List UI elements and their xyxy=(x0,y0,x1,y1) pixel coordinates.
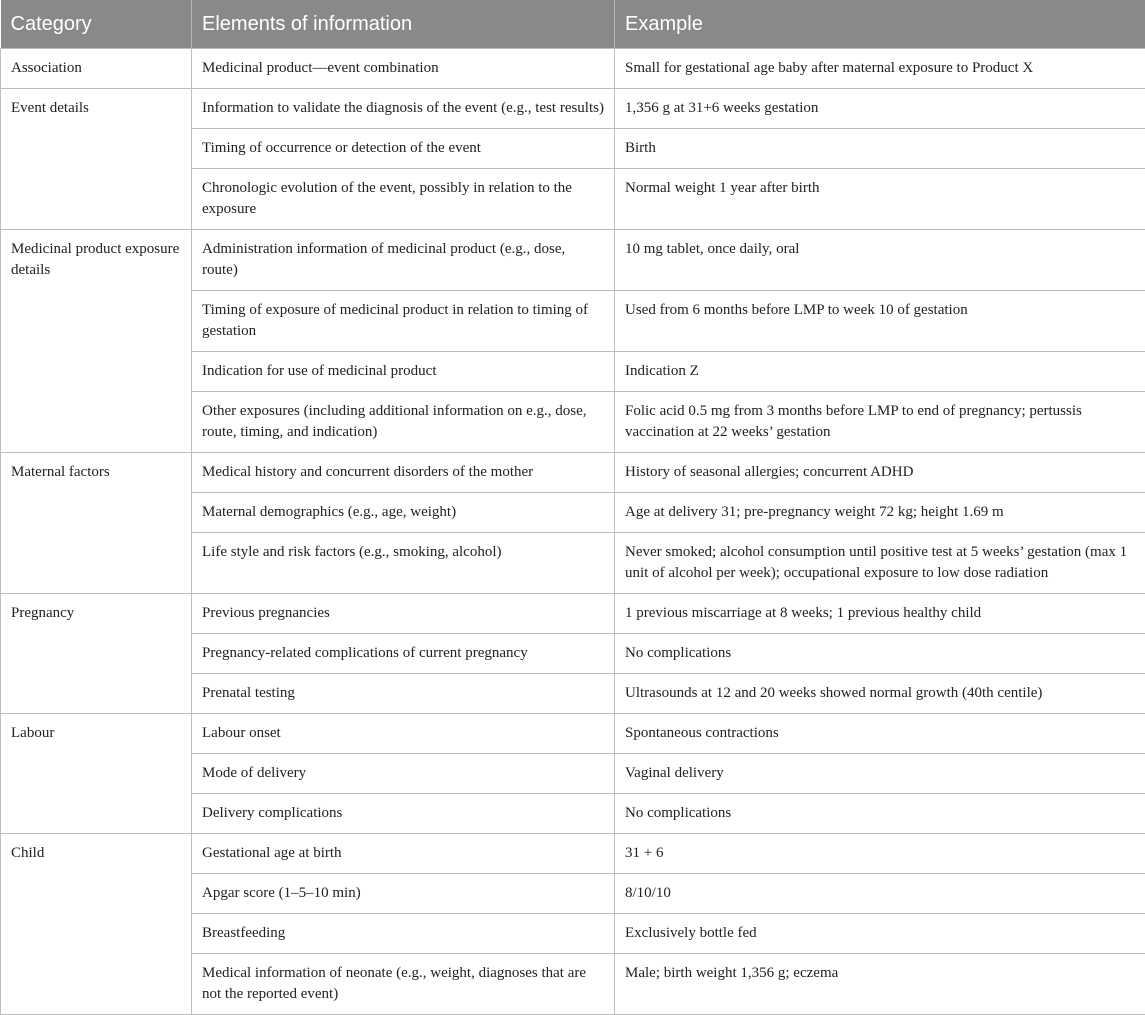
example-cell: History of seasonal allergies; concurrent ADHD xyxy=(615,453,1145,493)
table-row xyxy=(1,594,1145,634)
category-cell: Event details xyxy=(1,89,192,230)
example-cell: Spontaneous contractions xyxy=(615,714,1145,754)
example-cell: Normal weight 1 year after birth xyxy=(615,169,1145,230)
example-cell: Birth xyxy=(615,129,1145,169)
example-cell: Folic acid 0.5 mg from 3 months before LMP to end of pregnancy; pertussis vaccination at 22 weeks’ gestation xyxy=(615,392,1145,453)
element-cell: Information to validate the diagnosis of the event (e.g., test results) xyxy=(192,89,615,129)
element-cell: Delivery complications xyxy=(192,794,615,834)
example-cell: Vaginal delivery xyxy=(615,754,1145,794)
header-row xyxy=(1,0,1145,49)
category-cell: Child xyxy=(1,834,192,1015)
header-category: Category xyxy=(1,0,192,49)
element-cell: Breastfeeding xyxy=(192,914,615,954)
element-cell: Chronologic evolution of the event, possibly in relation to the exposure xyxy=(192,169,615,230)
example-cell: 10 mg tablet, once daily, oral xyxy=(615,230,1145,291)
category-cell: Labour xyxy=(1,714,192,834)
example-cell: Used from 6 months before LMP to week 10 of gestation xyxy=(615,291,1145,352)
table-row xyxy=(1,714,1145,754)
table-row xyxy=(1,453,1145,493)
element-cell: Gestational age at birth xyxy=(192,834,615,874)
example-cell: No complications xyxy=(615,794,1145,834)
table-row xyxy=(1,49,1145,89)
example-cell: No complications xyxy=(615,634,1145,674)
example-cell: 1 previous miscarriage at 8 weeks; 1 previous healthy child xyxy=(615,594,1145,634)
element-cell: Indication for use of medicinal product xyxy=(192,352,615,392)
example-cell: 1,356 g at 31+6 weeks gestation xyxy=(615,89,1145,129)
element-cell: Life style and risk factors (e.g., smoking, alcohol) xyxy=(192,533,615,594)
element-cell: Previous pregnancies xyxy=(192,594,615,634)
header-example: Example xyxy=(615,0,1145,49)
table-row xyxy=(1,230,1145,291)
element-cell: Medicinal product—event combination xyxy=(192,49,615,89)
element-cell: Medical information of neonate (e.g., weight, diagnoses that are not the reported event) xyxy=(192,954,615,1015)
example-cell: Small for gestational age baby after maternal exposure to Product X xyxy=(615,49,1145,89)
header-elements: Elements of information xyxy=(192,0,615,49)
element-cell: Prenatal testing xyxy=(192,674,615,714)
element-cell: Timing of occurrence or detection of the event xyxy=(192,129,615,169)
example-cell: Ultrasounds at 12 and 20 weeks showed normal growth (40th centile) xyxy=(615,674,1145,714)
example-cell: 8/10/10 xyxy=(615,874,1145,914)
example-cell: 31 + 6 xyxy=(615,834,1145,874)
element-cell: Maternal demographics (e.g., age, weight) xyxy=(192,493,615,533)
element-cell: Administration information of medicinal product (e.g., dose, route) xyxy=(192,230,615,291)
element-cell: Labour onset xyxy=(192,714,615,754)
element-cell: Other exposures (including additional information on e.g., dose, route, timing, and indication) xyxy=(192,392,615,453)
example-cell: Never smoked; alcohol consumption until positive test at 5 weeks’ gestation (max 1 unit of alcohol per week); occupational exposure to low dose radiation xyxy=(615,533,1145,594)
category-cell: Medicinal product exposure details xyxy=(1,230,192,453)
example-cell: Age at delivery 31; pre-pregnancy weight 72 kg; height 1.69 m xyxy=(615,493,1145,533)
example-cell: Male; birth weight 1,356 g; eczema xyxy=(615,954,1145,1015)
example-cell: Exclusively bottle fed xyxy=(615,914,1145,954)
table-row xyxy=(1,834,1145,874)
category-cell: Maternal factors xyxy=(1,453,192,594)
table-row xyxy=(1,89,1145,129)
element-cell: Pregnancy-related complications of current pregnancy xyxy=(192,634,615,674)
element-cell: Timing of exposure of medicinal product in relation to timing of gestation xyxy=(192,291,615,352)
element-cell: Medical history and concurrent disorders of the mother xyxy=(192,453,615,493)
category-cell: Association xyxy=(1,49,192,89)
example-cell: Indication Z xyxy=(615,352,1145,392)
element-cell: Apgar score (1–5–10 min) xyxy=(192,874,615,914)
element-cell: Mode of delivery xyxy=(192,754,615,794)
category-cell: Pregnancy xyxy=(1,594,192,714)
